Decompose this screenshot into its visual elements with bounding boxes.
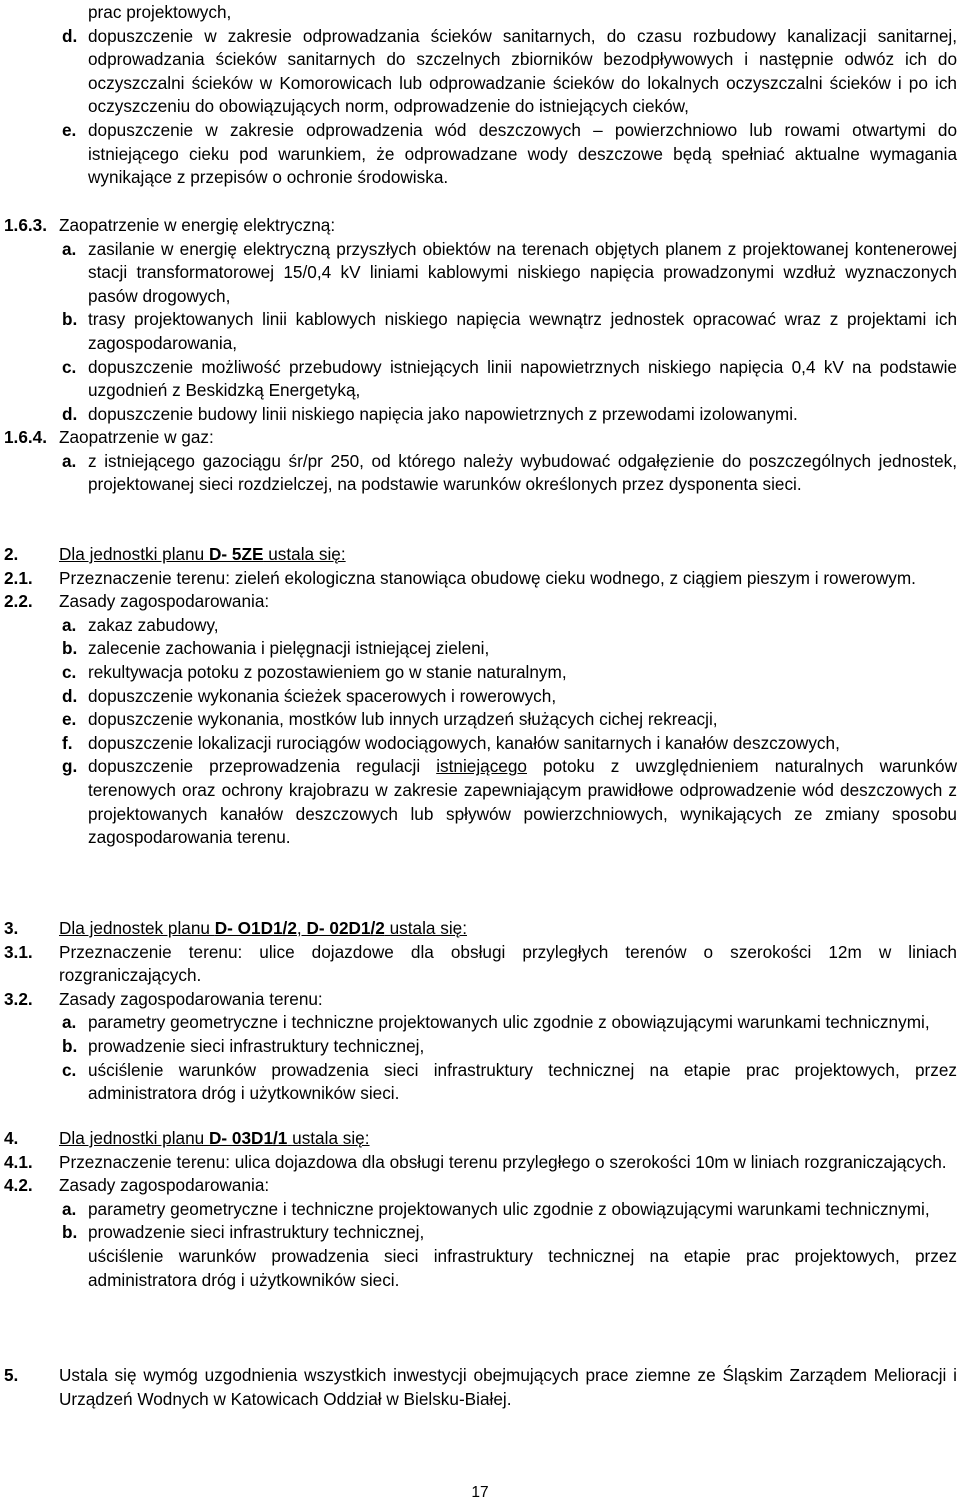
item-marker: a. [62, 238, 77, 259]
list-item [0, 308, 960, 355]
item-text: parametry geometryczne i techniczne projektowanych ulic zgodnie z obowiązującymi warunkami technicznymi, [88, 1198, 930, 1219]
section-heading [0, 214, 960, 238]
item-text: zakaz zabudowy, [88, 614, 219, 635]
sewage-section [0, 1, 960, 190]
list-item-d [0, 25, 960, 119]
section-text: Ustala się wymóg uzgodnienia wszystkich inwestycji obejmujących prace ziemne ze Śląskim Zarządem Melioracji i Urządzeń Wodnych w Katowicach Oddział w Bielsku-Białej. [59, 1365, 957, 1409]
subsection-4-1 [0, 1151, 960, 1175]
item-text: z istniejącego gazociągu śr/pr 250, od którego należy wybudować odgałęzienie do poszczególnych jednostek, projektowanej sieci rozdzielczej, na podstawie warunków określonych przez dysponenta sieci. [88, 450, 957, 495]
item-text: dopuszczenie budowy linii niskiego napięcia jako napowietrznych z przewodami izolowanymi. [88, 403, 798, 424]
list-item [0, 1059, 960, 1106]
item-marker: f. [62, 732, 73, 753]
item-text: rekultywacja potoku z pozostawieniem go w stanie naturalnym, [88, 661, 567, 682]
item-marker: d. [62, 403, 78, 424]
subsection-number: 3.1. [4, 941, 33, 962]
section-title [59, 917, 957, 941]
underlined-word: istniejącego [436, 756, 527, 777]
item-text: uściślenie warunków prowadzenia sieci infrastruktury technicznej na etapie prac projektowych, przez administratora dróg i użytkowników sieci. [88, 1245, 957, 1290]
item-text: trasy projektowanych linii kablowych niskiego napięcia wewnątrz jednostek opracować wraz z projektami ich zagospodarowania, [88, 309, 957, 353]
text-part: dopuszczenie przeprowadzenia regulacji [88, 756, 437, 777]
subsection-title: Zasady zagospodarowania: [59, 591, 270, 612]
continuation-line [0, 1, 960, 25]
unit-code: D- 02D1/2 [306, 918, 385, 938]
list-item-g [0, 755, 960, 849]
item-text: zasilanie w energię elektryczną przyszłych obiektów na terenach objętych planem z projektowanej kontenerowej stacji transformatorowej 15/0,4 kV liniami kablowymi niskiego napięcia prowadzonymi wzdłuż wyznaczonych pasów drogowych, [88, 238, 957, 306]
item-marker: a. [62, 1198, 77, 1219]
subsection-number: 4.1. [4, 1151, 33, 1172]
item-text: prowadzenie sieci infrastruktury technicznej, [88, 1035, 425, 1056]
section-title [59, 1127, 957, 1151]
list-item [0, 708, 960, 732]
list-item-e [0, 119, 960, 190]
unit-code: D- 5ZE [209, 544, 264, 564]
subsection-number: 2.1. [4, 567, 33, 588]
section-2 [0, 543, 960, 850]
item-marker: d. [62, 25, 78, 46]
item-text: dopuszczenie możliwość przebudowy istniejących linii napowietrznych niskiego napięcia 0,4 kV na podstawie uzgodnień z Beskidzką Energetyką, [88, 356, 957, 401]
title-prefix: Dla jednostki planu [59, 1128, 210, 1148]
item-text: zalecenie zachowania i pielęgnacji istniejącej zieleni, [88, 638, 490, 659]
page-number: 17 [471, 1484, 489, 1501]
item-marker: a. [62, 450, 77, 471]
subsection-3-1 [0, 941, 960, 988]
section-4 [0, 1127, 960, 1292]
section-number: 1.6.3. [4, 215, 48, 235]
subsection-title: Zasady zagospodarowania: [59, 1175, 270, 1196]
item-marker: a. [62, 614, 77, 635]
section-heading [0, 917, 960, 941]
unit-code: D- 03D1/1 [209, 1128, 288, 1148]
list-item [0, 450, 960, 497]
subsection-4-2 [0, 1174, 960, 1198]
subsection-3-2 [0, 988, 960, 1012]
section-title: Zaopatrzenie w energię elektryczną: [59, 215, 336, 235]
title-prefix: Dla jednostek planu [59, 918, 215, 938]
item-marker: g. [62, 756, 78, 777]
title-suffix: ustala się: [384, 918, 467, 938]
section-number: 2. [4, 544, 19, 564]
subsection-number: 4.2. [4, 1175, 33, 1196]
subsection-number: 3.2. [4, 988, 33, 1009]
text-part: potoku z uwzględnieniem naturalnych warunków terenowych oraz ochrony krajobrazu w zakresie zapewniającym prawidłowe odprowadzenie wód deszczowych z projektowanych kanałów deszczowych lub spływów powierzchniowych, wynikających ze zmiany sposobu zagospodarowania terenu. [88, 756, 957, 848]
list-item [0, 685, 960, 709]
title-separator: , [296, 918, 307, 938]
section-title [59, 543, 957, 567]
section-number: 3. [4, 918, 19, 938]
item-marker: c. [62, 661, 77, 682]
section-heading [0, 426, 960, 450]
list-item [0, 356, 960, 403]
list-item [0, 1035, 960, 1059]
section-heading [0, 543, 960, 567]
item-marker: e. [62, 119, 77, 140]
section-heading [0, 1127, 960, 1151]
continuation-text: prac projektowych, [88, 2, 232, 22]
item-text: dopuszczenie w zakresie odprowadzania ścieków sanitarnych, do czasu rozbudowy kanalizacji sanitarnej, odprowadzania ścieków sanitarnych do szczelnych zbiorników bezodpływowych i następnie odwóz ich do oczyszczalni ścieków w Komorowicach lub odprowadzanie ścieków do lokalnych oczyszczalni ścieków i po ich oczyszczeniu do obowiązujących norm, odprowadzenie do istniejących cieków, [88, 25, 957, 117]
subsection-number: 2.2. [4, 591, 33, 612]
section-3 [0, 917, 960, 1106]
subsection-text: Przeznaczenie terenu: ulice dojazdowe dla obsługi przyległych terenów o szerokości 12m w liniach rozgraniczających. [59, 941, 957, 986]
section-number: 1.6.4. [4, 427, 48, 447]
list-item [0, 732, 960, 756]
list-item [0, 403, 960, 427]
title-suffix: ustala się: [287, 1128, 370, 1148]
list-item [0, 637, 960, 661]
item-marker: d. [62, 685, 78, 706]
section-title: Zaopatrzenie w gaz: [59, 427, 214, 447]
item-marker: c. [62, 356, 77, 377]
item-marker: b. [62, 1222, 78, 1243]
item-marker: b. [62, 1035, 78, 1056]
item-text: dopuszczenie wykonania, mostków lub innych urządzeń służących cichej rekreacji, [88, 709, 718, 730]
list-item [0, 1011, 960, 1035]
subsection-title: Zasady zagospodarowania terenu: [59, 988, 323, 1009]
list-item-continuation [0, 1245, 960, 1292]
item-marker: c. [62, 1059, 77, 1080]
item-text: uściślenie warunków prowadzenia sieci infrastruktury technicznej na etapie prac projektowych, przez administratora dróg i użytkowników sieci. [88, 1059, 957, 1104]
unit-code: D- O1D1/2 [214, 918, 297, 938]
section-1-6-3 [0, 214, 960, 426]
title-prefix: Dla jednostki planu [59, 544, 210, 564]
subsection-2-2 [0, 590, 960, 614]
item-text: dopuszczenie wykonania ścieżek spacerowych i rowerowych, [88, 685, 557, 706]
item-marker: b. [62, 309, 78, 330]
item-marker: a. [62, 1012, 77, 1033]
section-heading [0, 1364, 960, 1411]
item-text: dopuszczenie lokalizacji rurociągów wodociągowych, kanałów sanitarnych i kanałów deszczowych, [88, 732, 840, 753]
item-marker: b. [62, 638, 78, 659]
section-1-6-4 [0, 426, 960, 497]
item-text: prowadzenie sieci infrastruktury technicznej, [88, 1222, 425, 1243]
item-text: parametry geometryczne i techniczne projektowanych ulic zgodnie z obowiązującymi warunkami technicznymi, [88, 1012, 930, 1033]
item-marker: e. [62, 709, 77, 730]
list-item [0, 238, 960, 309]
section-5 [0, 1364, 960, 1411]
subsection-2-1 [0, 567, 960, 591]
section-number: 4. [4, 1128, 19, 1148]
section-number: 5. [4, 1365, 19, 1385]
list-item [0, 1221, 960, 1245]
subsection-text: Przeznaczenie terenu: zieleń ekologiczna stanowiąca obudowę cieku wodnego, z ciągiem pieszym i rowerowym. [59, 567, 916, 588]
list-item [0, 1198, 960, 1222]
list-item [0, 661, 960, 685]
list-item [0, 614, 960, 638]
item-text: dopuszczenie w zakresie odprowadzenia wód deszczowych – powierzchniowo lub rowami otwartymi do istniejącego cieku pod warunkiem, że odprowadzane wody deszczowe będą spełniać aktualne wymagania wynikające z przepisów o ochronie środowiska. [88, 119, 957, 188]
title-suffix: ustala się: [263, 544, 346, 564]
subsection-text: Przeznaczenie terenu: ulica dojazdowa dla obsługi terenu przyległego o szerokości 10m w liniach rozgraniczających. [59, 1151, 947, 1172]
item-text [88, 755, 957, 849]
